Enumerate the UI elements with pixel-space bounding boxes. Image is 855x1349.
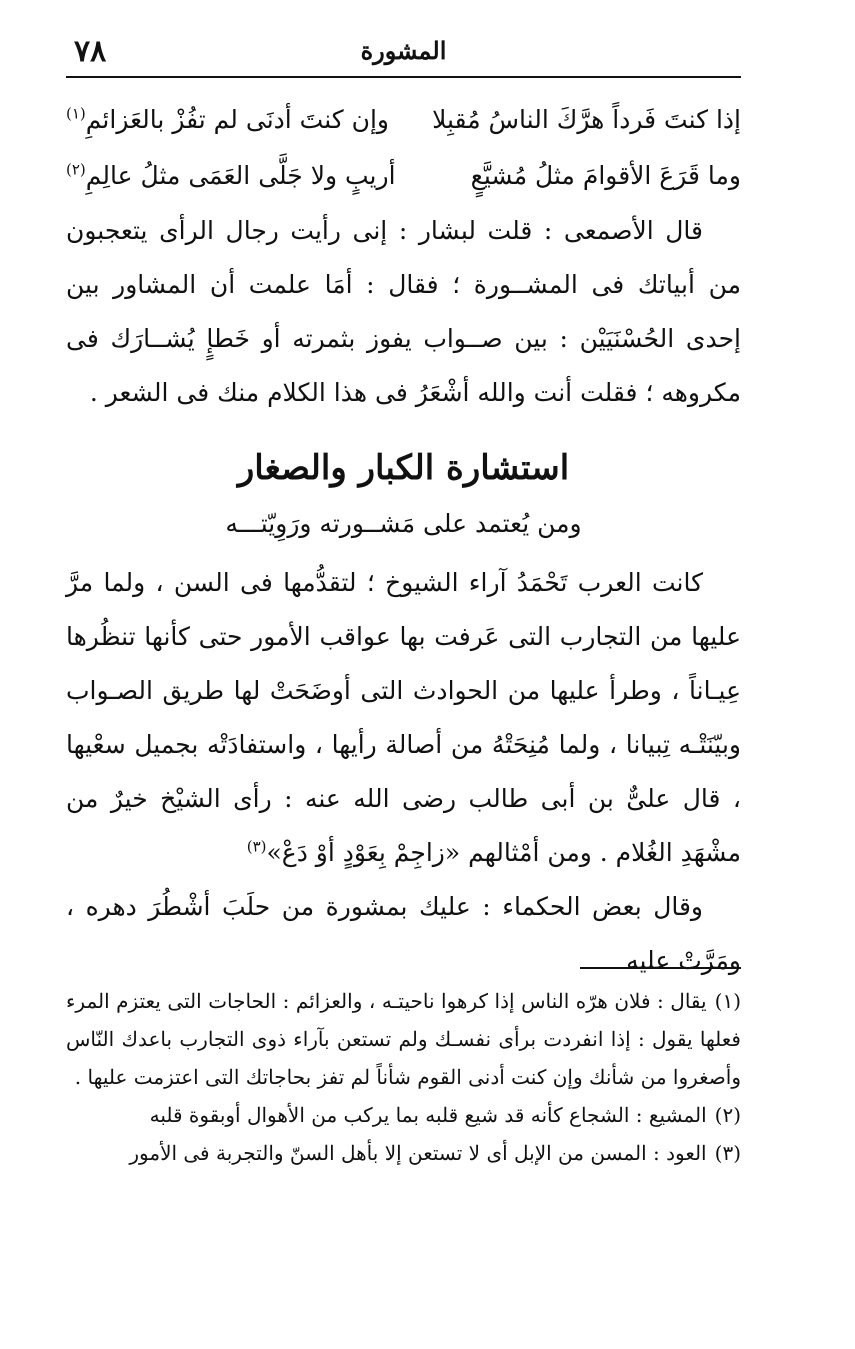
paragraph-text: كانت العرب تَحْمَدُ آراء الشيوخ ؛ لتقدُّمها فى السن ، ولما مرَّ عليها من التجارب التى عَرفت بها عواقب الأمور حتى كأنها تنظُرها عِيـاناً ، وطرأ عليها من الحوادث التى أوضَحَتْ لها طريق الصـواب وبيّنَتْـه تِبيانا ، ولما مُنِحَتْهُ من أصالة رأيها ، واستفادَتْه بجميل سعْيها ، قال علىٌّ بن أبى طالب رضى الله عنه : رأى الشيْخ خيرٌ من مشْهَدِ الغُلام . ومن أمْثالهم «زاجِمْ بِعَوْدٍ أوْ دَعْ»: [66, 568, 741, 867]
footnote-marker: (٢): [66, 160, 86, 179]
paragraph: وقال بعض الحكماء : عليك بمشورة من حلَبَ أشْطُرَ دهره ، ومَرَّتْ عليه: [66, 892, 741, 975]
footnote-text: العود : المسن من الإبل أى لا تستعن إلا بأهل السنّ والتجربة فى الأمور: [129, 1141, 707, 1165]
verse-first-hemistich: [471, 148, 741, 204]
verse-first-hemistich: [432, 92, 741, 148]
paragraph: [66, 556, 741, 880]
main-text: [66, 92, 741, 988]
footnote-text: المشيع : الشجاع كأنه قد شيع قلبه بما يركب من الأهوال أوبقوة قلبه: [149, 1103, 707, 1127]
footnote-number: (٣): [714, 1141, 741, 1165]
section-subtitle: ومن يُعتمد على مَشــورته ورَوِيّتـــه: [225, 509, 582, 538]
verse-text: أريبٍ ولا جَلَّى العَمَى مثلُ عالِمِ: [85, 161, 396, 190]
footnote-text: يقال : فلان هرّه الناس إذا كرهوا ناحيتـه ، والعزائم : الحاجات التى يعتزم المرء فعلها يقول : إذا انفردت برأى نفسـك ولم تستعن بآراء ذوى التجارب باعدك النّاس وأصغروا من شأنك وإن كنت أدنى القوم شأناً لم تفز بحاجاتك التى اعتزمت عليها .: [66, 989, 741, 1089]
footnote-marker: (١): [66, 104, 86, 123]
footnote-item: [66, 982, 741, 1096]
verse-line: [66, 92, 741, 148]
verse-second-hemistich: [66, 92, 389, 148]
verse-text: وما قَرَعَ الأقوامَ مثلُ مُشيَّعٍ: [470, 161, 741, 190]
verse-second-hemistich: [66, 148, 396, 204]
page-number: ٧٨: [74, 34, 107, 69]
footnote-number: (١): [714, 989, 741, 1013]
paragraph: قال الأصمعى : قلت لبشار : إنى رأيت رجال الرأى يتعجبون من أبياتك فى المشــورة ؛ فقال : أمَا علمت أن المشاور بين إحدى الحُسْنَيَيْن : بين صــواب يفوز بثمرته أو خَطإٍ يُشــارَك فى مكروهه ؛ فقلت أنت والله أشْعَرُ فى هذا الكلام منك فى الشعر .: [66, 216, 741, 407]
page-header: [66, 30, 741, 78]
footnotes: [66, 982, 741, 1172]
footnote-marker: (٣): [246, 837, 267, 856]
verse-line: [66, 148, 741, 204]
footnote-divider: [580, 967, 741, 969]
footnote-number: (٢): [714, 1103, 741, 1127]
running-title: المشورة: [360, 36, 447, 65]
section-title: استشارة الكبار والصغار: [237, 448, 570, 488]
verse-text: إذا كنتَ فَرداً هرَّكَ الناسُ مُقبِلا: [432, 105, 741, 134]
footnote-item: [66, 1134, 741, 1172]
verse-text: وإن كنتَ أدنَى لم تفُزْ بالعَزائمِ: [85, 105, 390, 134]
footnote-item: [66, 1096, 741, 1134]
